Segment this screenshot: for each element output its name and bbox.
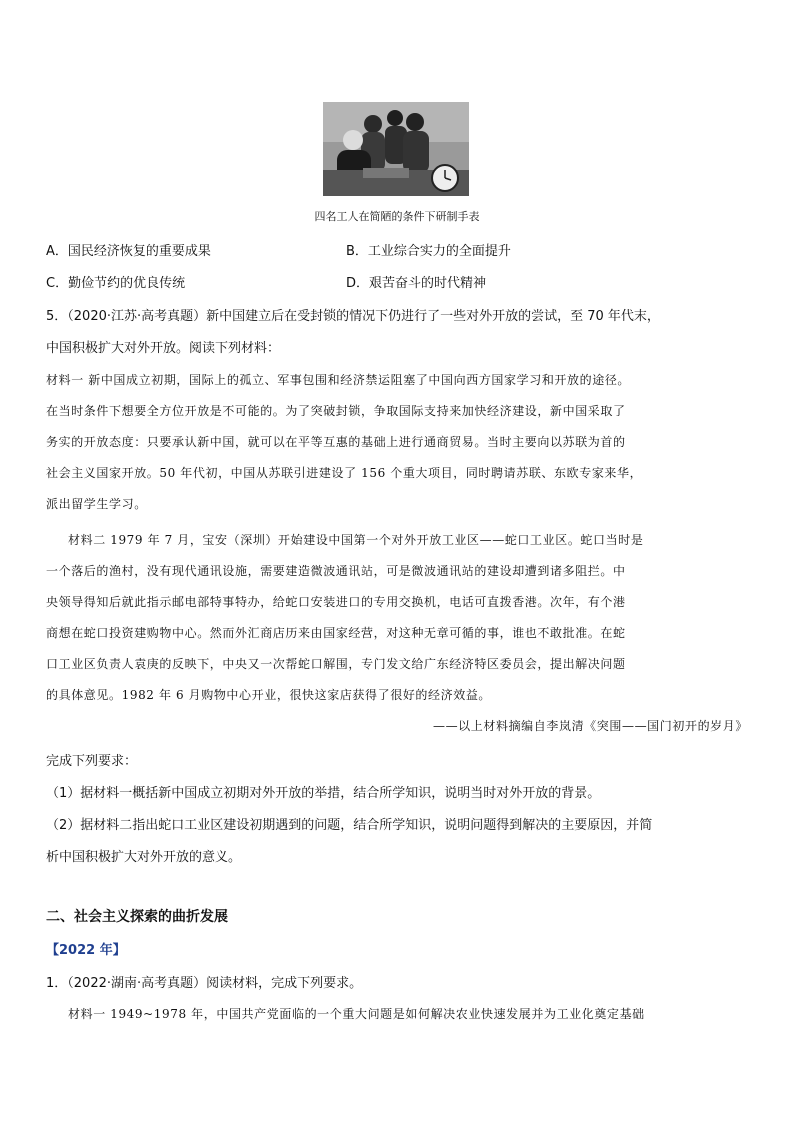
section-title: 二、社会主义探索的曲折发展 xyxy=(46,909,228,925)
question-1-material: 材料一 1949~1978 年，中国共产党面临的一个重大问题是如何解决农业快速发展并为工业化奠定基础 xyxy=(68,1007,645,1021)
material-2-line: 材料二 1979 年 7 月，宝安（深圳）开始建设中国第一个对外开放工业区——蛇口工业区。蛇口当时是 xyxy=(68,533,644,547)
sub-question-1: （1）据材料一概括新中国成立初期对外开放的举措，结合所学知识，说明当时对外开放的背景。 xyxy=(46,786,601,801)
material-2-line: 商想在蛇口投资建购物中心。然而外汇商店历来由国家经营，对这种无章可循的事，谁也不敢批准。在蛇 xyxy=(46,626,626,640)
material-2-line: 的具体意见。1982 年 6 月购物中心开业，很快这家店获得了很好的经济效益。 xyxy=(46,688,492,702)
question-5-line-2: 中国积极扩大对外开放。阅读下列材料： xyxy=(46,341,281,356)
option-d: D．艰苦奋斗的时代精神 xyxy=(346,276,487,291)
sub-question-2-cont: 析中国积极扩大对外开放的意义。 xyxy=(46,850,242,865)
sub-question-2: （2）据材料二指出蛇口工业区建设初期遇到的问题，结合所学知识，说明问题得到解决的主要原因，并简 xyxy=(46,818,653,833)
option-c: C．勤俭节约的优良传统 xyxy=(46,276,186,291)
material-1-line: 在当时条件下想要全方位开放是不可能的。为了突破封锁，争取国际支持来加快经济建设，新中国采取了 xyxy=(46,404,626,418)
material-2-line: 口工业区负责人袁庚的反映下，中央又一次帮蛇口解围，专门发文给广东经济特区委员会，提出解决问题 xyxy=(46,657,626,671)
material-1-line: 派出留学生学习。 xyxy=(46,497,147,511)
photo-caption: 四名工人在简陋的条件下研制手表 xyxy=(314,210,480,223)
material-source: ——以上材料摘编自李岚清《突围——国门初开的岁月》 xyxy=(432,719,748,733)
question-1-line: 1．（2022·湖南·高考真题）阅读材料，完成下列要求。 xyxy=(46,976,363,991)
question-5-line-1: 5．（2020·江苏·高考真题）新中国建立后在受封锁的情况下仍进行了一些对外开放的尝试，至 70 年代末， xyxy=(46,309,660,324)
workers-making-watch-photo xyxy=(323,102,469,196)
task-heading: 完成下列要求： xyxy=(46,754,138,769)
option-b: B．工业综合实力的全面提升 xyxy=(346,244,511,259)
material-1-line: 材料一 新中国成立初期，国际上的孤立、军事包围和经济禁运阻塞了中国向西方国家学习和开放的途径。 xyxy=(46,373,631,387)
material-2-line: 央领导得知后就此指示邮电部特事特办，给蛇口安装进口的专用交换机，电话可直拨香港。次年，有个港 xyxy=(46,595,626,609)
material-2-line: 一个落后的渔村，没有现代通讯设施，需要建造微波通讯站，可是微波通讯站的建设却遭到诸多阻拦。中 xyxy=(46,564,626,578)
year-tag: 【2022 年】 xyxy=(46,943,126,958)
material-1-line: 社会主义国家开放。50 年代初，中国从苏联引进建设了 156 个重大项目，同时聘请苏联、东欧专家来华， xyxy=(46,466,643,480)
material-1-line: 务实的开放态度：只要承认新中国，就可以在平等互惠的基础上进行通商贸易。当时主要向以苏联为首的 xyxy=(46,435,626,449)
option-a: A．国民经济恢复的重要成果 xyxy=(46,244,211,259)
